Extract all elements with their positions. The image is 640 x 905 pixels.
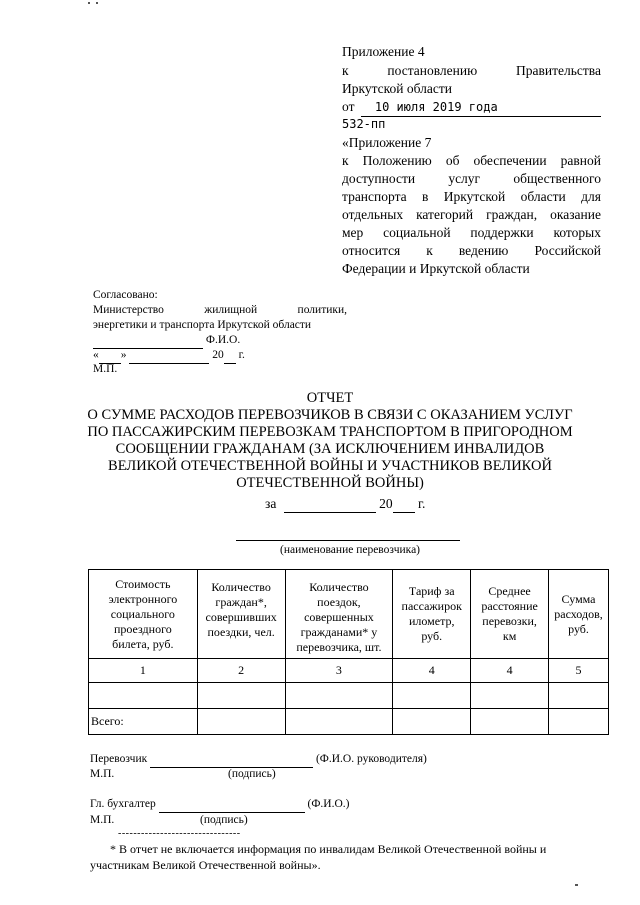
scan-mark	[575, 884, 578, 886]
report-table	[88, 569, 609, 735]
footnote-separator: --------------------------------	[118, 828, 241, 839]
header-text: расходов,	[554, 606, 603, 621]
header-text: илометр,	[408, 614, 455, 628]
table-cell	[393, 709, 471, 735]
footnote-line: * В отчет не включается информация по инвалидам Великой Отечественной войны и	[110, 842, 547, 856]
word: к	[342, 153, 349, 168]
footnote-line: участникам Великой Отечественной войны».	[90, 858, 321, 872]
word: для	[581, 189, 601, 204]
header-text: социального	[110, 606, 175, 621]
scan-mark	[96, 2, 98, 4]
header-text: совершивших	[205, 610, 277, 624]
decree-number: 532-пп	[342, 117, 386, 131]
year-field	[224, 348, 236, 364]
accountant-note: (Ф.И.О.)	[307, 798, 350, 810]
approval-org-line	[93, 303, 347, 318]
total-label: Всего:	[89, 709, 198, 735]
date-prefix: от	[342, 99, 355, 114]
table-row	[89, 683, 609, 709]
column-number: 1	[89, 659, 198, 683]
word: общественного	[513, 171, 601, 186]
carrier-name-line	[236, 540, 460, 541]
word: социальной	[383, 225, 451, 240]
accountant-sign-caption: (подпись)	[200, 814, 248, 826]
word: которых	[553, 225, 601, 240]
appendix-region: Иркутской области	[342, 81, 453, 96]
header-cell	[393, 570, 471, 659]
header-text: расстояние	[481, 599, 538, 613]
carrier-sign-caption: (подпись)	[228, 768, 276, 780]
year-suffix: г.	[238, 349, 245, 361]
para-line	[342, 188, 601, 205]
column-number: 5	[549, 659, 609, 683]
title-line: ОТЧЕТ	[306, 390, 354, 406]
column-number: 4	[393, 659, 471, 683]
column-number: 4	[471, 659, 549, 683]
accountant-signature-line	[90, 797, 349, 813]
table-cell	[197, 683, 285, 709]
accountant-signature-field	[159, 797, 305, 813]
period-year-prefix: 20	[379, 496, 393, 511]
word: жилищной	[204, 304, 258, 316]
date-value: 10 июля 2019 года	[374, 100, 498, 114]
carrier-caption: (наименование перевозчика)	[280, 544, 421, 556]
word: Министерство	[93, 304, 164, 316]
header-text: Стоимость	[115, 576, 171, 591]
word: граждан,	[486, 207, 538, 222]
header-text: электронного	[108, 591, 178, 606]
title-line: ВЕЛИКОЙ ОТЕЧЕСТВЕННОЙ ВОЙНЫ И УЧАСТНИКОВ ВЕЛИКОЙ	[108, 458, 552, 474]
table-cell	[393, 683, 471, 709]
scan-mark	[88, 2, 90, 4]
period-year-field	[393, 495, 415, 513]
signature-field	[93, 333, 203, 349]
header-cell	[285, 570, 393, 659]
period-prefix: за	[265, 496, 277, 511]
table-cell	[285, 709, 393, 735]
word: относится	[342, 243, 401, 258]
carrier-signature-line	[90, 752, 427, 768]
quote-open: «	[93, 349, 99, 361]
appendix-number: Приложение 4	[342, 44, 425, 59]
para-line	[342, 206, 601, 223]
table-number-row	[89, 659, 609, 683]
para-line	[342, 152, 601, 169]
word: Правительства	[516, 63, 601, 78]
word: мер	[342, 225, 364, 240]
period-year-suffix: г.	[417, 496, 426, 511]
appendix-date-line	[342, 98, 601, 117]
header-text: Тариф за	[408, 584, 455, 598]
para-line-last: Федерации и Иркутской области	[342, 261, 530, 276]
word: об	[445, 153, 460, 168]
appendix-ref-line	[342, 62, 601, 79]
accountant-label: Гл. бухгалтер	[90, 798, 156, 810]
quote-close: »	[120, 349, 127, 361]
carrier-note: (Ф.И.О. руководителя)	[315, 753, 427, 765]
approval-label: Согласовано:	[93, 289, 158, 301]
approval-org-line2: энергетики и транспорта Иркутской области	[93, 319, 312, 331]
column-number: 2	[197, 659, 285, 683]
carrier-signature-field	[150, 752, 313, 768]
approval-stamp: М.П.	[93, 363, 118, 375]
word: ведению	[458, 243, 509, 258]
word: области	[520, 189, 566, 204]
title-line: СООБЩЕНИИ ГРАЖДАНАМ (ЗА ИСКЛЮЧЕНИЕМ ИНВАЛИДОВ	[115, 441, 545, 457]
table-cell	[89, 683, 198, 709]
word: отдельных	[342, 207, 404, 222]
word: категорий	[416, 207, 474, 222]
header-text: билета, руб.	[112, 636, 174, 651]
header-text: руб.	[568, 621, 589, 636]
fio-label: Ф.И.О.	[205, 334, 241, 346]
word: к	[426, 243, 433, 258]
word: политики,	[297, 304, 347, 316]
header-cell	[471, 570, 549, 659]
word: доступности	[342, 171, 416, 186]
header-text: поездки, чел.	[207, 625, 275, 639]
table-header-row	[89, 570, 609, 659]
word: обеспечении	[473, 153, 547, 168]
word: оказание	[550, 207, 601, 222]
header-text: пассажирок	[401, 599, 462, 613]
header-text: перевозчика, шт.	[296, 640, 382, 654]
header-cell	[549, 570, 609, 659]
header-cell	[89, 570, 198, 659]
header-text: гражданами* у	[300, 625, 378, 639]
header-text: Количество	[309, 580, 369, 594]
para-line	[342, 170, 601, 187]
header-text: руб.	[421, 629, 443, 643]
title-line: ПО ПАССАЖИРСКИМ ПЕРЕВОЗКАМ ТРАНСПОРТОМ В ПРИГОРОДНОМ	[87, 424, 573, 440]
title-line: О СУММЕ РАСХОДОВ ПЕРЕВОЗЧИКОВ В СВЯЗИ С ОКАЗАНИЕМ УСЛУГ	[87, 407, 573, 423]
header-text: перевозки,	[482, 614, 537, 628]
word: транспорта	[342, 189, 407, 204]
accountant-stamp: М.П.	[90, 814, 115, 826]
table-total-row	[89, 709, 609, 735]
table-cell	[285, 683, 393, 709]
table-cell	[197, 709, 285, 735]
date-field	[361, 98, 601, 117]
header-cell	[197, 570, 285, 659]
header-text: Среднее	[488, 584, 531, 598]
word: поддержки	[470, 225, 534, 240]
word: Иркутской	[443, 189, 506, 204]
header-text: Количество	[211, 580, 271, 594]
approval-signature-line	[93, 333, 240, 349]
word: к	[342, 63, 349, 78]
report-period-line	[265, 495, 425, 513]
header-text: поездок,	[317, 595, 361, 609]
header-text: граждан*,	[215, 595, 267, 609]
header-text: Сумма	[561, 591, 596, 606]
table-cell	[549, 683, 609, 709]
header-text: совершенных	[304, 610, 374, 624]
word: Российской	[534, 243, 601, 258]
word: равной	[560, 153, 601, 168]
period-field	[284, 495, 376, 513]
header-text: км	[502, 629, 517, 643]
para-line	[342, 224, 601, 241]
word: Положению	[362, 153, 432, 168]
title-line: ОТЕЧЕСТВЕННОЙ ВОЙНЫ)	[236, 475, 424, 491]
month-field	[129, 348, 209, 364]
para-line	[342, 242, 601, 259]
table-cell	[471, 683, 549, 709]
header-text: проездного	[113, 621, 172, 636]
table-cell	[471, 709, 549, 735]
word: в	[422, 189, 429, 204]
table-cell	[549, 709, 609, 735]
carrier-stamp: М.П.	[90, 768, 115, 780]
word: постановлению	[387, 63, 478, 78]
carrier-label: Перевозчик	[90, 753, 148, 765]
column-number: 3	[285, 659, 393, 683]
sub-appendix-title: «Приложение 7	[342, 135, 432, 150]
year-prefix: 20	[212, 349, 224, 361]
word: услуг	[448, 171, 481, 186]
